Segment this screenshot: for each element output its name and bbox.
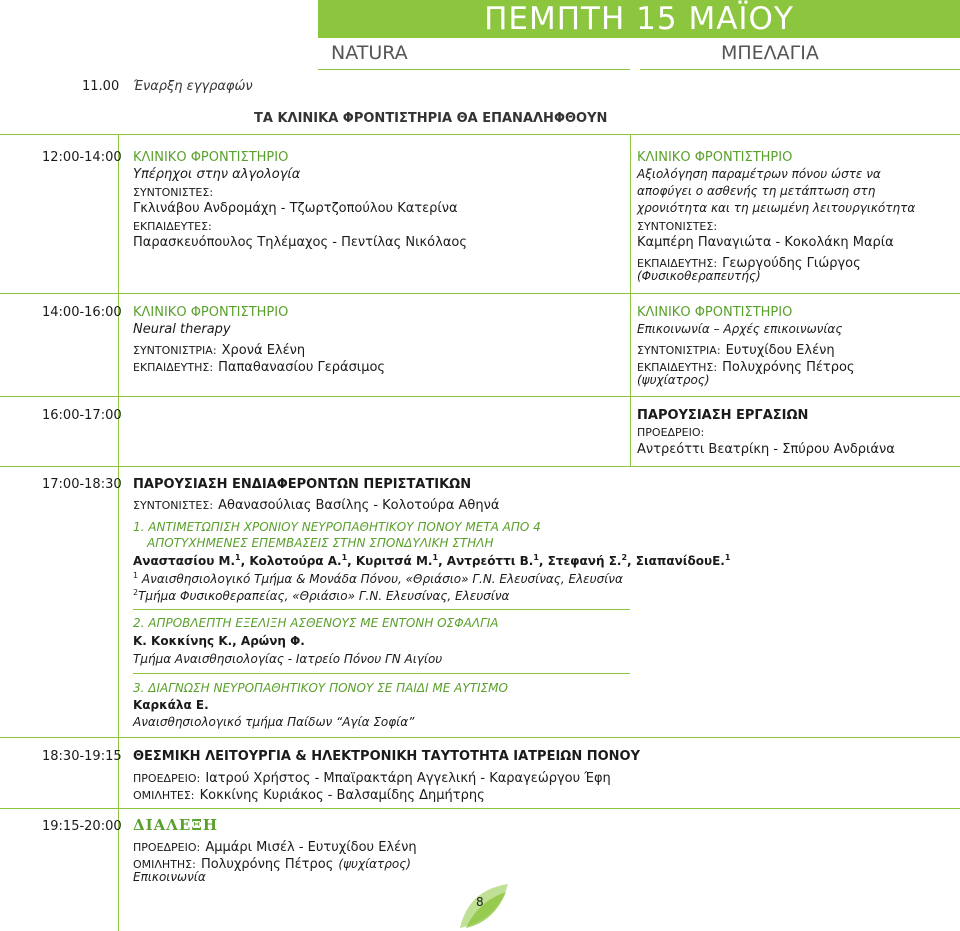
divider — [0, 293, 960, 294]
registration-time: 11.00 — [82, 79, 120, 94]
educator-name: Παπαθανασίου Γεράσιμος — [218, 360, 386, 375]
coordinators-label: ΣΥΝΤΟΝΙΣΤΕΣ: — [133, 186, 214, 199]
educator-role: (ψυχίατρος) — [637, 373, 710, 387]
author-affiliation-mark: 1 — [533, 553, 539, 562]
workshop-subtitle: Επικοινωνία – Αρχές επικοινωνίας — [637, 322, 843, 336]
coordinator-label: ΣΥΝΤΟΝΙΣΤΡΙΑ: — [133, 344, 217, 357]
session-time: 16:00-17:00 — [42, 408, 122, 423]
affiliation-number: 2 — [133, 588, 139, 597]
educator-name: Πολυχρόνης Πέτρος — [722, 360, 855, 375]
divider — [0, 466, 960, 467]
case-authors — [133, 553, 730, 568]
educator-name: Γεωργούδης Γιώργος — [722, 256, 861, 271]
coordinator-label: ΣΥΝΤΟΝΙΣΤΡΙΑ: — [637, 344, 721, 357]
chair-names: Αντρεόττι Βεατρίκη - Σπύρου Ανδριάνα — [637, 442, 895, 457]
case-divider — [133, 673, 630, 674]
workshop-title: ΚΛΙΝΙΚΟ ΦΡΟΝΤΙΣΤΗΡΙΟ — [637, 305, 793, 320]
lecture-topic: Επικοινωνία — [133, 870, 206, 884]
case-affiliation: Αναισθησιολογικό τμήμα Παίδων “Αγία Σοφία” — [133, 715, 415, 729]
coordinators-names: Γκλινάβου Ανδρομάχη - Τζωρτζοπούλου Κατερίνα — [133, 201, 458, 216]
speaker-label: ΟΜΙΛΗΤΗΣ: — [133, 858, 196, 871]
chair-names: Ιατρού Χρήστος - Μπαϊρακτάρη Αγγελική - Καραγεώργου Έφη — [205, 771, 611, 786]
chair-names: Αμμάρι Μισέλ - Ευτυχίδου Ελένη — [205, 840, 417, 855]
workshop-title: ΚΛΙΝΙΚΟ ΦΡΟΝΤΙΣΤΗΡΙΟ — [637, 150, 793, 165]
divider — [0, 134, 960, 135]
repeat-note: ΤΑ ΚΛΙΝΙΚΑ ΦΡΟΝΤΙΣΤΗΡΙΑ ΘΑ ΕΠΑΝΑΛΗΦΘΟΥΝ — [254, 111, 608, 126]
column-divider — [630, 134, 631, 466]
coordinator-name: Ευτυχίδου Ελένη — [725, 343, 835, 358]
author-affiliation-mark: 1 — [341, 553, 348, 562]
affiliation-text: Τμήμα Φυσικοθεραπείας, «Θριάσιο» Γ.Ν. Ελευσίνας, Ελευσίνα — [138, 589, 510, 603]
divider — [0, 808, 960, 809]
workshop-subtitle: Neural therapy — [133, 322, 231, 337]
session-title: ΘΕΣΜΙΚΗ ΛΕΙΤΟΥΡΓΙΑ & ΗΛΕΚΤΡΟΝΙΚΗ ΤΑΥΤΟΤΗΤΑ ΙΑΤΡΕΙΩΝ ΠΟΝΟΥ — [133, 749, 641, 764]
column-header-pelagia: ΜΠΕΛΑΓΙΑ — [721, 42, 819, 64]
coordinators-names: Καμπέρη Παναγιώτα - Κοκολάκη Μαρία — [637, 235, 894, 250]
author: Αναστασίου Μ. — [133, 554, 235, 568]
workshop-subtitle: αποφύγει ο ασθενής τη μετάπτωση στη — [637, 184, 876, 198]
coordinators-names: Αθανασούλιας Βασίλης - Κολοτούρα Αθηνά — [218, 498, 500, 513]
educator-line — [133, 356, 385, 375]
column-header-natura: NATURA — [331, 42, 408, 64]
workshop-title: ΚΛΙΝΙΚΟ ΦΡΟΝΤΙΣΤΗΡΙΟ — [133, 150, 289, 165]
divider — [0, 737, 960, 738]
author: , Κολοτούρα Α. — [240, 554, 342, 568]
case-affiliation: Τμήμα Αναισθησιολογίας - Ιατρείο Πόνου ΓΝ Αιγίου — [133, 652, 443, 666]
session-time: 14:00-16:00 — [42, 305, 122, 320]
chair-label: ΠΡΟΕΔΡΕΙΟ: — [133, 772, 201, 785]
column-divider — [118, 134, 119, 931]
author: , Κυριτσά Μ. — [347, 554, 433, 568]
author-affiliation-mark: 1 — [724, 553, 731, 562]
workshop-subtitle: Υπέρηχοι στην αλγολογία — [133, 167, 301, 182]
coordinator-line — [133, 494, 499, 513]
speakers-names: Κοκκίνης Κυριάκος - Βαλσαμίδης Δημήτρης — [199, 788, 485, 803]
speaker-name: Πολυχρόνης Πέτρος — [200, 857, 334, 872]
author: , ΣιαπανίδουΕ. — [627, 554, 725, 568]
affiliation-number: 1 — [133, 571, 139, 580]
chair-label: ΠΡΟΕΔΡΕΙΟ: — [637, 426, 705, 439]
speaker-role: (ψυχίατρος) — [338, 857, 411, 871]
session-time: 18:30-19:15 — [42, 749, 122, 764]
case-affiliation — [133, 588, 509, 603]
author: , Στεφανή Σ. — [538, 554, 622, 568]
educators-label: ΕΚΠΑΙΔΕΥΤΕΣ: — [133, 220, 212, 233]
educator-role: (Φυσικοθεραπευτής) — [637, 269, 761, 283]
coordinator-name: Χρονά Ελένη — [221, 343, 306, 358]
affiliation-text: Αναισθησιολογικό Τμήμα & Μονάδα Πόνου, «Θριάσιο» Γ.Ν. Ελευσίνας, Ελευσίνα — [138, 572, 623, 586]
column-underline-right — [640, 69, 960, 70]
lecture-title: ΔΙΑΛΕΞΗ — [133, 816, 219, 834]
author-affiliation-mark: 1 — [235, 553, 241, 562]
educator-label: ΕΚΠΑΙΔΕΥΤΗΣ: — [133, 361, 214, 374]
presentation-title: ΠΑΡΟΥΣΙΑΣΗ ΕΡΓΑΣΙΩΝ — [637, 408, 809, 423]
educator-label: ΕΚΠΑΙΔΕΥΤΗΣ: — [637, 257, 718, 270]
educator-label: ΕΚΠΑΙΔΕΥΤΗΣ: — [637, 361, 718, 374]
workshop-title: ΚΛΙΝΙΚΟ ΦΡΟΝΤΙΣΤΗΡΙΟ — [133, 305, 289, 320]
case-authors: Κ. Κοκκίνης Κ., Αρώνη Φ. — [133, 634, 305, 648]
speakers-label: ΟΜΙΛΗΤΕΣ: — [133, 789, 195, 802]
case-affiliation — [133, 571, 623, 586]
author-affiliation-mark: 2 — [621, 553, 628, 562]
registration-label: Έναρξη εγγραφών — [133, 79, 253, 94]
speakers-line — [133, 784, 485, 803]
case-title: 3. ΔΙΑΓΝΩΣΗ ΝΕΥΡΟΠΑΘΗΤΙΚΟΥ ΠΟΝΟΥ ΣΕ ΠΑΙΔΙ ΜΕ ΑΥΤΙΣΜΟ — [133, 681, 508, 695]
author: , Αντρεόττι Β. — [438, 554, 534, 568]
page-number: 8 — [476, 895, 484, 909]
case-divider — [133, 609, 630, 610]
divider — [0, 396, 960, 397]
case-title: 2. ΑΠΡΟΒΛΕΠΤΗ ΕΞΕΛΙΞΗ ΑΣΘΕΝΟΥΣ ΜΕ ΕΝΤΟΝΗ ΟΣΦΑΛΓΙΑ — [133, 616, 499, 630]
case-authors: Καρκάλα Ε. — [133, 698, 209, 712]
author-affiliation-mark: 1 — [432, 553, 439, 562]
workshop-subtitle: Αξιολόγηση παραμέτρων πόνου ώστε να — [637, 167, 881, 181]
column-underline-left — [318, 69, 630, 70]
session-time: 12:00-14:00 — [42, 150, 122, 165]
workshop-subtitle: χρονιότητα και τη μειωμένη λειτουργικότητα — [637, 201, 916, 215]
coordinators-label: ΣΥΝΤΟΝΙΣΤΕΣ: — [133, 499, 214, 512]
educators-names: Παρασκευόπουλος Τηλέμαχος - Πεντίλας Νικόλαος — [133, 235, 467, 250]
cases-title: ΠΑΡΟΥΣΙΑΣΗ ΕΝΔΙΑΦΕΡΟΝΤΩΝ ΠΕΡΙΣΤΑΤΙΚΩΝ — [133, 477, 472, 492]
case-title: 1. ΑΝΤΙΜΕΤΩΠΙΣΗ ΧΡΟΝΙΟΥ ΝΕΥΡΟΠΑΘΗΤΙΚΟΥ ΠΟΝΟΥ ΜΕΤΑ ΑΠΟ 4 — [133, 520, 541, 534]
session-time: 19:15-20:00 — [42, 819, 122, 834]
case-title: ΑΠΟΤΥΧΗΜΕΝΕΣ ΕΠΕΜΒΑΣΕΙΣ ΣΤΗΝ ΣΠΟΝΔΥΛΙΚΗ ΣΤΗΛΗ — [147, 536, 494, 550]
coordinators-label: ΣΥΝΤΟΝΙΣΤΕΣ: — [637, 220, 718, 233]
day-title: ΠΕΜΠΤΗ 15 ΜΑΪΟΥ — [484, 1, 794, 37]
session-time: 17:00-18:30 — [42, 477, 122, 492]
chair-label: ΠΡΟΕΔΡΕΙΟ: — [133, 841, 201, 854]
